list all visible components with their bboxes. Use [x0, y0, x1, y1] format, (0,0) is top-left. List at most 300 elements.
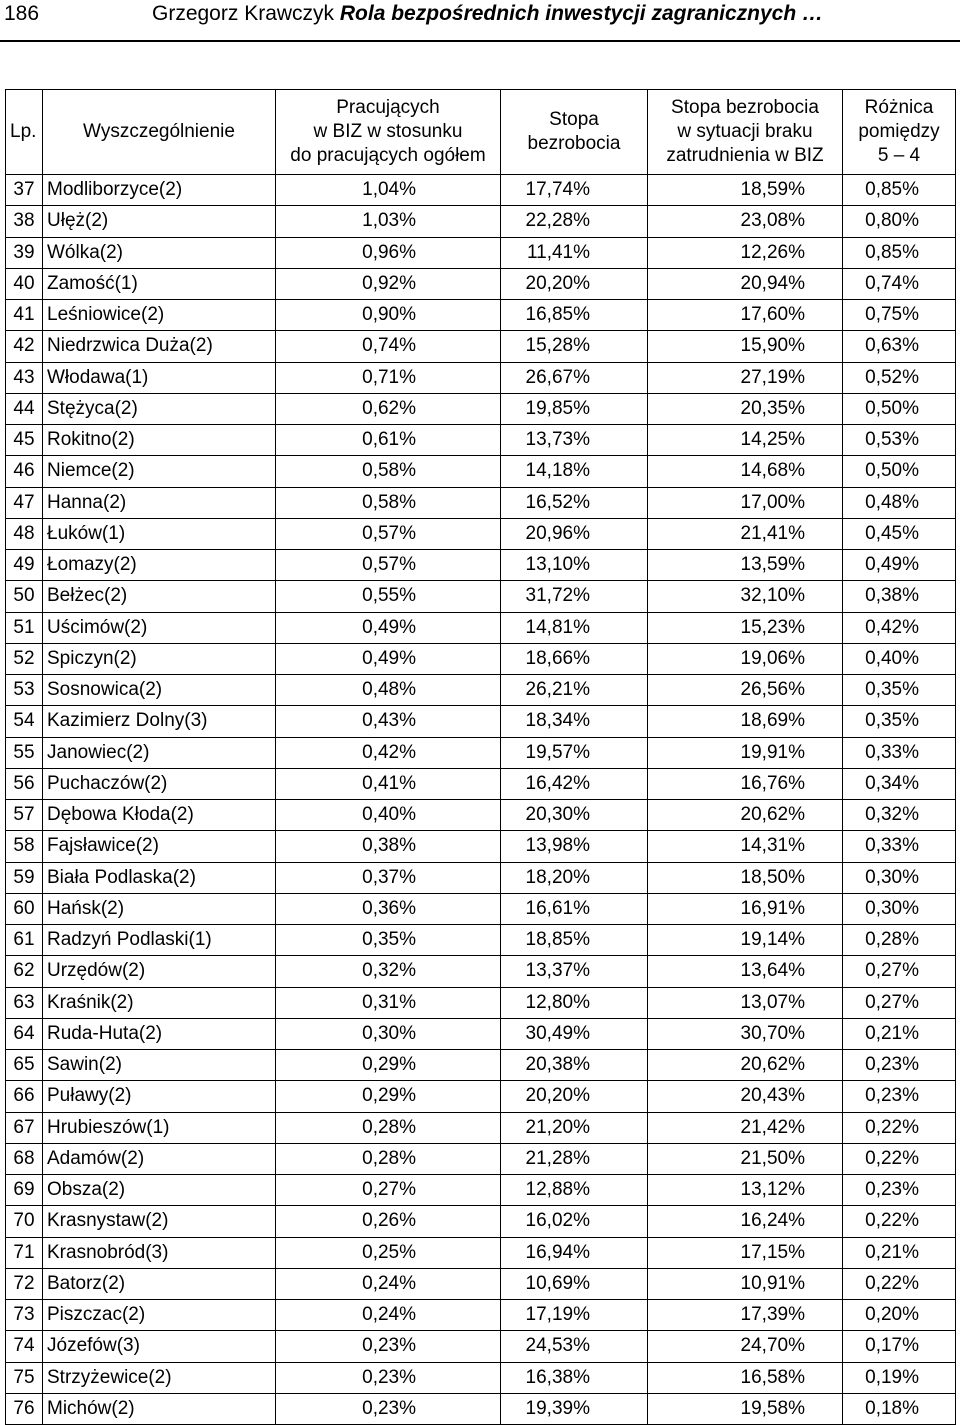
cell-unemployment-without-biz: 27,19% [648, 362, 843, 393]
table-body [6, 175, 956, 1425]
running-author: Grzegorz Krawczyk [152, 2, 335, 25]
cell-biz-share: 0,26% [276, 1206, 501, 1237]
cell-lp: 52 [6, 643, 43, 674]
cell-unemployment-without-biz: 21,41% [648, 518, 843, 549]
cell-lp: 62 [6, 956, 43, 987]
table-row [6, 1081, 956, 1112]
cell-unemployment-rate: 11,41% [501, 237, 648, 268]
cell-difference: 0,30% [843, 893, 956, 924]
cell-name: Sosnowica(2) [43, 675, 276, 706]
table-row [6, 518, 956, 549]
cell-name: Hańsk(2) [43, 893, 276, 924]
header-line: Wyszczególnienie [83, 121, 235, 142]
cell-unemployment-rate: 20,38% [501, 1050, 648, 1081]
cell-unemployment-without-biz: 20,62% [648, 1050, 843, 1081]
col-header-difference [843, 90, 956, 175]
table-row [6, 925, 956, 956]
cell-difference: 0,49% [843, 550, 956, 581]
cell-lp: 61 [6, 925, 43, 956]
cell-name: Zamość(1) [43, 268, 276, 299]
page-number: 186 [4, 2, 40, 25]
table-row [6, 893, 956, 924]
cell-difference: 0,22% [843, 1206, 956, 1237]
cell-biz-share: 0,42% [276, 737, 501, 768]
cell-name: Urzędów(2) [43, 956, 276, 987]
cell-lp: 43 [6, 362, 43, 393]
cell-biz-share: 0,49% [276, 612, 501, 643]
cell-unemployment-without-biz: 13,64% [648, 956, 843, 987]
cell-name: Krasnystaw(2) [43, 1206, 276, 1237]
cell-unemployment-rate: 13,10% [501, 550, 648, 581]
cell-name: Radzyń Podlaski(1) [43, 925, 276, 956]
table-row [6, 706, 956, 737]
cell-unemployment-without-biz: 19,06% [648, 643, 843, 674]
cell-difference: 0,27% [843, 956, 956, 987]
running-header [152, 0, 823, 28]
cell-difference: 0,27% [843, 987, 956, 1018]
table-row [6, 206, 956, 237]
cell-biz-share: 0,57% [276, 550, 501, 581]
table-row [6, 1268, 956, 1299]
cell-unemployment-rate: 31,72% [501, 581, 648, 612]
cell-biz-share: 0,24% [276, 1268, 501, 1299]
cell-lp: 63 [6, 987, 43, 1018]
cell-biz-share: 0,24% [276, 1300, 501, 1331]
cell-unemployment-rate: 15,28% [501, 331, 648, 362]
cell-unemployment-rate: 17,74% [501, 175, 648, 206]
table-row [6, 425, 956, 456]
table-header [6, 90, 956, 175]
cell-lp: 46 [6, 456, 43, 487]
header-line: Lp. [10, 121, 37, 142]
cell-difference: 0,33% [843, 831, 956, 862]
cell-lp: 60 [6, 893, 43, 924]
cell-lp: 76 [6, 1393, 43, 1424]
header-row [6, 90, 956, 175]
cell-difference: 0,75% [843, 300, 956, 331]
cell-unemployment-rate: 20,20% [501, 268, 648, 299]
cell-name: Leśniowice(2) [43, 300, 276, 331]
header-line: pomiędzy [858, 121, 940, 142]
cell-lp: 55 [6, 737, 43, 768]
cell-unemployment-without-biz: 21,42% [648, 1112, 843, 1143]
cell-difference: 0,85% [843, 237, 956, 268]
cell-unemployment-rate: 30,49% [501, 1018, 648, 1049]
cell-name: Rokitno(2) [43, 425, 276, 456]
cell-unemployment-rate: 17,19% [501, 1300, 648, 1331]
cell-biz-share: 0,40% [276, 800, 501, 831]
cell-unemployment-without-biz: 18,59% [648, 175, 843, 206]
cell-unemployment-without-biz: 17,60% [648, 300, 843, 331]
cell-unemployment-without-biz: 24,70% [648, 1331, 843, 1362]
cell-name: Dębowa Kłoda(2) [43, 800, 276, 831]
cell-unemployment-rate: 26,67% [501, 362, 648, 393]
cell-unemployment-without-biz: 32,10% [648, 581, 843, 612]
cell-unemployment-rate: 18,20% [501, 862, 648, 893]
cell-difference: 0,34% [843, 768, 956, 799]
cell-name: Józefów(3) [43, 1331, 276, 1362]
cell-difference: 0,28% [843, 925, 956, 956]
cell-unemployment-rate: 26,21% [501, 675, 648, 706]
cell-name: Modliborzyce(2) [43, 175, 276, 206]
cell-biz-share: 0,28% [276, 1112, 501, 1143]
cell-name: Sawin(2) [43, 1050, 276, 1081]
cell-biz-share: 0,41% [276, 768, 501, 799]
cell-name: Michów(2) [43, 1393, 276, 1424]
cell-biz-share: 0,96% [276, 237, 501, 268]
cell-unemployment-without-biz: 30,70% [648, 1018, 843, 1049]
table-row [6, 737, 956, 768]
cell-lp: 74 [6, 1331, 43, 1362]
cell-difference: 0,20% [843, 1300, 956, 1331]
col-header-unemployment-rate [501, 90, 648, 175]
cell-lp: 42 [6, 331, 43, 362]
table-row [6, 300, 956, 331]
col-header-lp [6, 90, 43, 175]
cell-unemployment-without-biz: 17,39% [648, 1300, 843, 1331]
cell-biz-share: 0,23% [276, 1331, 501, 1362]
table-row [6, 175, 956, 206]
table-row [6, 768, 956, 799]
cell-name: Bełżec(2) [43, 581, 276, 612]
cell-lp: 44 [6, 393, 43, 424]
cell-biz-share: 0,35% [276, 925, 501, 956]
cell-name: Ułęż(2) [43, 206, 276, 237]
data-table [5, 89, 956, 1425]
cell-name: Puławy(2) [43, 1081, 276, 1112]
cell-name: Strzyżewice(2) [43, 1362, 276, 1393]
cell-unemployment-without-biz: 17,15% [648, 1237, 843, 1268]
cell-name: Hanna(2) [43, 487, 276, 518]
cell-unemployment-without-biz: 26,56% [648, 675, 843, 706]
cell-difference: 0,32% [843, 800, 956, 831]
cell-biz-share: 0,48% [276, 675, 501, 706]
cell-name: Batorz(2) [43, 1268, 276, 1299]
cell-unemployment-without-biz: 20,94% [648, 268, 843, 299]
cell-lp: 37 [6, 175, 43, 206]
cell-biz-share: 0,92% [276, 268, 501, 299]
cell-unemployment-rate: 12,88% [501, 1175, 648, 1206]
cell-unemployment-rate: 13,73% [501, 425, 648, 456]
cell-name: Janowiec(2) [43, 737, 276, 768]
cell-biz-share: 0,62% [276, 393, 501, 424]
cell-difference: 0,40% [843, 643, 956, 674]
table-row [6, 1018, 956, 1049]
cell-name: Biała Podlaska(2) [43, 862, 276, 893]
cell-name: Obsza(2) [43, 1175, 276, 1206]
cell-name: Łuków(1) [43, 518, 276, 549]
cell-unemployment-without-biz: 13,07% [648, 987, 843, 1018]
cell-difference: 0,52% [843, 362, 956, 393]
cell-biz-share: 0,74% [276, 331, 501, 362]
cell-unemployment-without-biz: 19,91% [648, 737, 843, 768]
cell-lp: 69 [6, 1175, 43, 1206]
cell-unemployment-rate: 18,34% [501, 706, 648, 737]
cell-name: Spiczyn(2) [43, 643, 276, 674]
table-row [6, 581, 956, 612]
cell-lp: 49 [6, 550, 43, 581]
cell-unemployment-rate: 22,28% [501, 206, 648, 237]
cell-difference: 0,22% [843, 1143, 956, 1174]
cell-lp: 53 [6, 675, 43, 706]
cell-name: Kraśnik(2) [43, 987, 276, 1018]
cell-lp: 48 [6, 518, 43, 549]
cell-name: Ruda-Huta(2) [43, 1018, 276, 1049]
cell-biz-share: 0,30% [276, 1018, 501, 1049]
cell-unemployment-rate: 16,85% [501, 300, 648, 331]
cell-biz-share: 0,43% [276, 706, 501, 737]
cell-lp: 45 [6, 425, 43, 456]
cell-name: Włodawa(1) [43, 362, 276, 393]
cell-biz-share: 0,55% [276, 581, 501, 612]
table-row [6, 456, 956, 487]
cell-unemployment-rate: 14,18% [501, 456, 648, 487]
cell-difference: 0,23% [843, 1050, 956, 1081]
header-line: w BIZ w stosunku [313, 121, 463, 142]
cell-unemployment-without-biz: 15,90% [648, 331, 843, 362]
cell-lp: 68 [6, 1143, 43, 1174]
table-row [6, 1237, 956, 1268]
cell-biz-share: 0,23% [276, 1362, 501, 1393]
header-line: Różnica [864, 97, 934, 118]
cell-unemployment-without-biz: 17,00% [648, 487, 843, 518]
cell-difference: 0,53% [843, 425, 956, 456]
cell-difference: 0,35% [843, 675, 956, 706]
table-row [6, 612, 956, 643]
cell-unemployment-without-biz: 12,26% [648, 237, 843, 268]
cell-name: Krasnobród(3) [43, 1237, 276, 1268]
header-line: 5 – 4 [877, 145, 921, 166]
cell-biz-share: 0,90% [276, 300, 501, 331]
cell-lp: 66 [6, 1081, 43, 1112]
cell-unemployment-without-biz: 16,24% [648, 1206, 843, 1237]
cell-difference: 0,21% [843, 1018, 956, 1049]
col-header-unemployment-without-biz [648, 90, 843, 175]
cell-difference: 0,22% [843, 1268, 956, 1299]
cell-difference: 0,50% [843, 456, 956, 487]
cell-difference: 0,48% [843, 487, 956, 518]
header-line: do pracujących ogółem [290, 145, 486, 166]
cell-difference: 0,23% [843, 1175, 956, 1206]
cell-biz-share: 0,23% [276, 1393, 501, 1424]
table-row [6, 987, 956, 1018]
cell-unemployment-rate: 16,02% [501, 1206, 648, 1237]
table-row [6, 1175, 956, 1206]
cell-lp: 40 [6, 268, 43, 299]
cell-name: Adamów(2) [43, 1143, 276, 1174]
cell-biz-share: 0,58% [276, 456, 501, 487]
header-line: Stopa [549, 109, 599, 130]
cell-lp: 58 [6, 831, 43, 862]
cell-difference: 0,80% [843, 206, 956, 237]
table-row [6, 268, 956, 299]
cell-difference: 0,50% [843, 393, 956, 424]
cell-difference: 0,18% [843, 1393, 956, 1424]
cell-difference: 0,45% [843, 518, 956, 549]
cell-unemployment-without-biz: 14,68% [648, 456, 843, 487]
cell-unemployment-without-biz: 14,25% [648, 425, 843, 456]
cell-unemployment-without-biz: 20,35% [648, 393, 843, 424]
cell-name: Niemce(2) [43, 456, 276, 487]
cell-unemployment-rate: 13,37% [501, 956, 648, 987]
cell-name: Hrubieszów(1) [43, 1112, 276, 1143]
cell-unemployment-rate: 16,42% [501, 768, 648, 799]
table-row [6, 956, 956, 987]
cell-biz-share: 0,58% [276, 487, 501, 518]
cell-lp: 71 [6, 1237, 43, 1268]
cell-biz-share: 1,04% [276, 175, 501, 206]
cell-biz-share: 0,32% [276, 956, 501, 987]
cell-biz-share: 0,71% [276, 362, 501, 393]
cell-biz-share: 0,38% [276, 831, 501, 862]
cell-lp: 73 [6, 1300, 43, 1331]
cell-difference: 0,35% [843, 706, 956, 737]
cell-lp: 38 [6, 206, 43, 237]
header-line: Pracujących [336, 97, 440, 118]
cell-biz-share: 0,29% [276, 1050, 501, 1081]
cell-lp: 54 [6, 706, 43, 737]
header-line: w sytuacji braku [677, 121, 813, 142]
cell-unemployment-rate: 16,38% [501, 1362, 648, 1393]
table-row [6, 331, 956, 362]
cell-lp: 67 [6, 1112, 43, 1143]
header-line: zatrudnienia w BIZ [666, 145, 824, 166]
cell-biz-share: 0,61% [276, 425, 501, 456]
cell-unemployment-without-biz: 20,62% [648, 800, 843, 831]
cell-difference: 0,42% [843, 612, 956, 643]
table-row [6, 393, 956, 424]
cell-unemployment-without-biz: 20,43% [648, 1081, 843, 1112]
cell-unemployment-without-biz: 13,59% [648, 550, 843, 581]
cell-unemployment-without-biz: 21,50% [648, 1143, 843, 1174]
table-row [6, 1206, 956, 1237]
cell-biz-share: 0,25% [276, 1237, 501, 1268]
table-row [6, 487, 956, 518]
cell-unemployment-without-biz: 16,91% [648, 893, 843, 924]
cell-unemployment-rate: 21,20% [501, 1112, 648, 1143]
cell-name: Piszczac(2) [43, 1300, 276, 1331]
cell-name: Niedrzwica Duża(2) [43, 331, 276, 362]
running-title: Rola bezpośrednich inwestycji zagranicznych … [339, 2, 824, 25]
cell-unemployment-rate: 16,61% [501, 893, 648, 924]
cell-biz-share: 0,28% [276, 1143, 501, 1174]
table-row [6, 1143, 956, 1174]
cell-unemployment-rate: 19,39% [501, 1393, 648, 1424]
table-row [6, 1050, 956, 1081]
cell-biz-share: 0,57% [276, 518, 501, 549]
cell-difference: 0,85% [843, 175, 956, 206]
cell-unemployment-without-biz: 15,23% [648, 612, 843, 643]
cell-name: Stężyca(2) [43, 393, 276, 424]
cell-lp: 51 [6, 612, 43, 643]
cell-lp: 72 [6, 1268, 43, 1299]
cell-biz-share: 0,31% [276, 987, 501, 1018]
table-row [6, 237, 956, 268]
cell-lp: 57 [6, 800, 43, 831]
cell-difference: 0,17% [843, 1331, 956, 1362]
cell-unemployment-rate: 18,66% [501, 643, 648, 674]
cell-unemployment-without-biz: 18,69% [648, 706, 843, 737]
cell-unemployment-rate: 19,57% [501, 737, 648, 768]
cell-lp: 65 [6, 1050, 43, 1081]
cell-lp: 70 [6, 1206, 43, 1237]
cell-difference: 0,38% [843, 581, 956, 612]
cell-unemployment-rate: 18,85% [501, 925, 648, 956]
cell-unemployment-without-biz: 16,76% [648, 768, 843, 799]
cell-unemployment-without-biz: 23,08% [648, 206, 843, 237]
cell-name: Kazimierz Dolny(3) [43, 706, 276, 737]
cell-lp: 75 [6, 1362, 43, 1393]
cell-unemployment-rate: 14,81% [501, 612, 648, 643]
cell-unemployment-rate: 20,96% [501, 518, 648, 549]
table-row [6, 1393, 956, 1424]
cell-name: Łomazy(2) [43, 550, 276, 581]
cell-lp: 64 [6, 1018, 43, 1049]
cell-unemployment-rate: 13,98% [501, 831, 648, 862]
cell-biz-share: 0,27% [276, 1175, 501, 1206]
col-header-name [43, 90, 276, 175]
cell-difference: 0,74% [843, 268, 956, 299]
cell-unemployment-without-biz: 16,58% [648, 1362, 843, 1393]
table-row [6, 643, 956, 674]
cell-unemployment-rate: 10,69% [501, 1268, 648, 1299]
header-line: bezrobocia [527, 133, 621, 154]
col-header-biz-share [276, 90, 501, 175]
cell-difference: 0,23% [843, 1081, 956, 1112]
cell-name: Puchaczów(2) [43, 768, 276, 799]
cell-lp: 47 [6, 487, 43, 518]
cell-difference: 0,19% [843, 1362, 956, 1393]
table-row [6, 800, 956, 831]
cell-unemployment-rate: 12,80% [501, 987, 648, 1018]
cell-lp: 39 [6, 237, 43, 268]
cell-biz-share: 0,36% [276, 893, 501, 924]
header-rule [0, 40, 960, 42]
cell-unemployment-rate: 16,94% [501, 1237, 648, 1268]
cell-difference: 0,63% [843, 331, 956, 362]
cell-biz-share: 1,03% [276, 206, 501, 237]
cell-name: Uścimów(2) [43, 612, 276, 643]
table-row [6, 1362, 956, 1393]
table-row [6, 1112, 956, 1143]
cell-difference: 0,21% [843, 1237, 956, 1268]
cell-biz-share: 0,37% [276, 862, 501, 893]
cell-unemployment-without-biz: 18,50% [648, 862, 843, 893]
header-line: Stopa bezrobocia [671, 97, 819, 118]
table-row [6, 862, 956, 893]
cell-lp: 41 [6, 300, 43, 331]
cell-biz-share: 0,29% [276, 1081, 501, 1112]
cell-lp: 56 [6, 768, 43, 799]
cell-difference: 0,33% [843, 737, 956, 768]
cell-unemployment-rate: 21,28% [501, 1143, 648, 1174]
cell-unemployment-without-biz: 19,58% [648, 1393, 843, 1424]
table-row [6, 1331, 956, 1362]
cell-difference: 0,22% [843, 1112, 956, 1143]
table-row [6, 675, 956, 706]
cell-unemployment-without-biz: 14,31% [648, 831, 843, 862]
cell-name: Fajsławice(2) [43, 831, 276, 862]
cell-unemployment-without-biz: 19,14% [648, 925, 843, 956]
cell-unemployment-without-biz: 13,12% [648, 1175, 843, 1206]
cell-difference: 0,30% [843, 862, 956, 893]
cell-unemployment-without-biz: 10,91% [648, 1268, 843, 1299]
cell-lp: 50 [6, 581, 43, 612]
table-row [6, 831, 956, 862]
cell-unemployment-rate: 19,85% [501, 393, 648, 424]
cell-unemployment-rate: 16,52% [501, 487, 648, 518]
cell-name: Wólka(2) [43, 237, 276, 268]
